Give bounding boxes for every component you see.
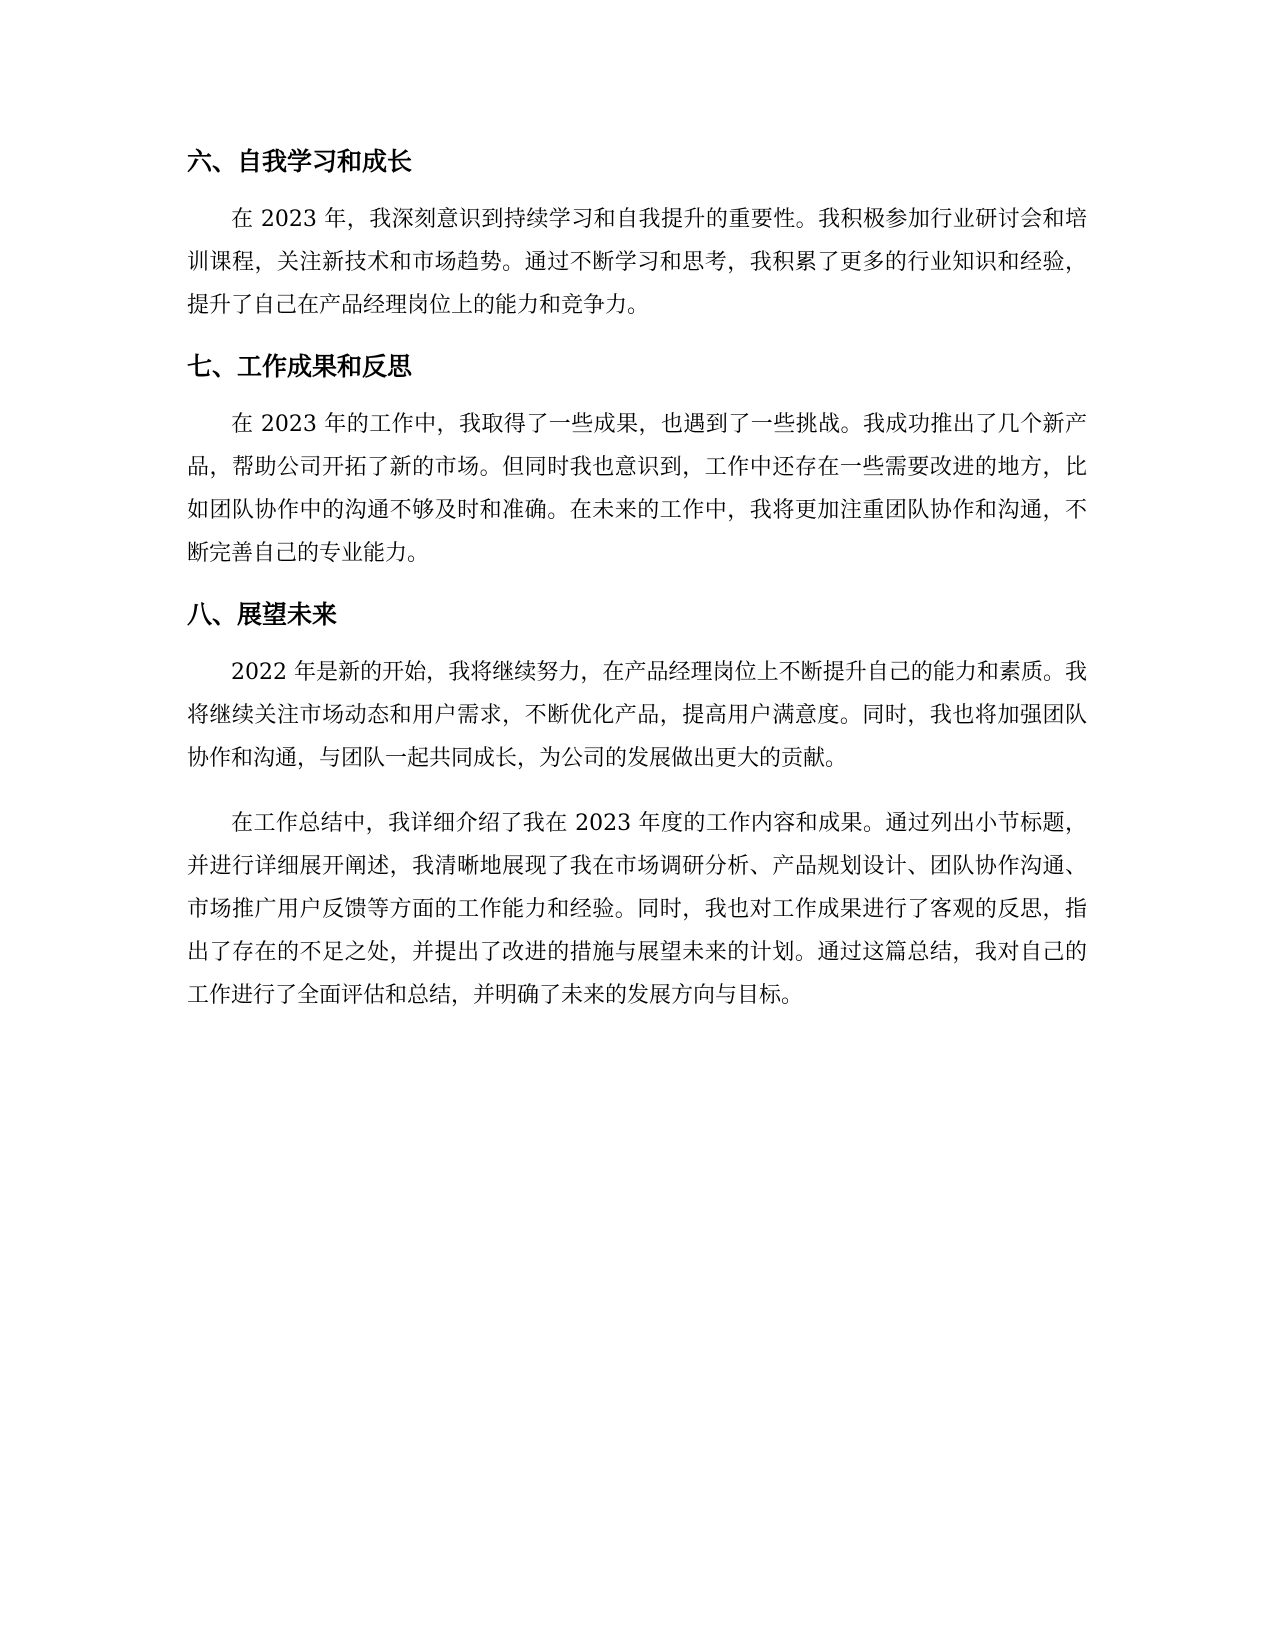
section-paragraph: 在 2023 年的工作中，我取得了一些成果，也遇到了一些挑战。我成功推出了几个新产品，帮助公司开拓了新的市场。但同时我也意识到，工作中还存在一些需要改进的地方，比如团队协作中的沟通不够及时和准确。在未来的工作中，我将更加注重团队协作和沟通，不断完善自己的专业能力。 [187, 412, 1087, 566]
section-heading: 八、展望未来 [187, 600, 338, 629]
section-paragraph: 2022 年是新的开始，我将继续努力，在产品经理岗位上不断提升自己的能力和素质。我将继续关注市场动态和用户需求，不断优化产品，提高用户满意度。同时，我也将加强团队协作和沟通，与团队一起共同成长，为公司的发展做出更大的贡献。 [187, 660, 1087, 771]
section-outlook [187, 593, 1087, 780]
document-page [187, 140, 1087, 1035]
section-self-learning [187, 140, 1087, 327]
section-heading: 六、自我学习和成长 [187, 147, 413, 176]
section-results-reflection [187, 345, 1087, 575]
closing-paragraph: 在工作总结中，我详细介绍了我在 2023 年度的工作内容和成果。通过列出小节标题，并进行详细展开阐述，我清晰地展现了我在市场调研分析、产品规划设计、团队协作沟通、市场推广用户反馈等方面的工作能力和经验。同时，我也对工作成果进行了客观的反思，指出了存在的不足之处，并提出了改进的措施与展望未来的计划。通过这篇总结，我对自己的工作进行了全面评估和总结，并明确了未来的发展方向与目标。 [187, 811, 1087, 1008]
section-paragraph: 在 2023 年，我深刻意识到持续学习和自我提升的重要性。我积极参加行业研讨会和培训课程，关注新技术和市场趋势。通过不断学习和思考，我积累了更多的行业知识和经验，提升了自己在产品经理岗位上的能力和竞争力。 [187, 207, 1087, 318]
section-heading: 七、工作成果和反思 [187, 352, 413, 381]
